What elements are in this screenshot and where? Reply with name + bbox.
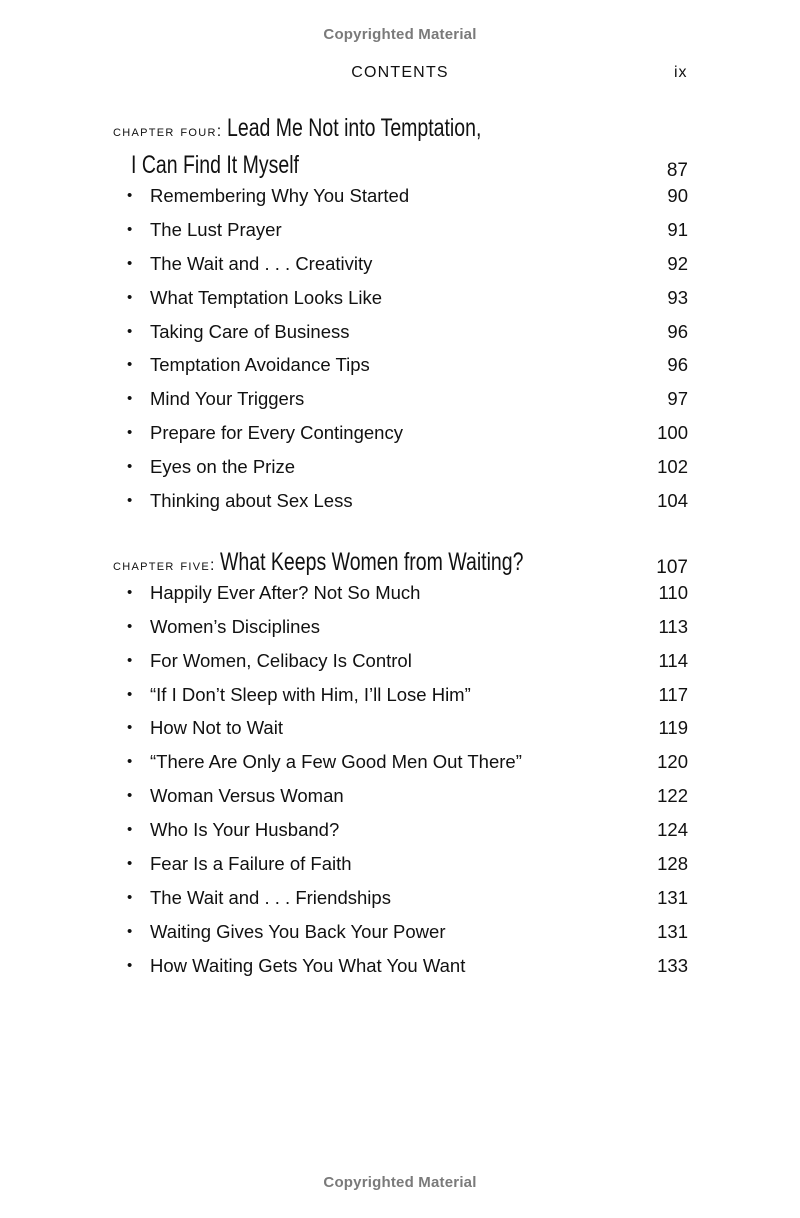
- section-page-number: 113: [658, 615, 688, 637]
- section-title: “There Are Only a Few Good Men Out There”: [150, 751, 522, 773]
- chapter-entry: [113, 544, 688, 988]
- chapter-title-continued: I Can Find It Myself: [131, 151, 299, 179]
- toc-entry: [113, 320, 688, 354]
- bullet-icon: •: [127, 220, 133, 238]
- toc-entry: [113, 784, 688, 818]
- section-title: Fear Is a Failure of Faith: [150, 853, 352, 875]
- section-title: Who Is Your Husband?: [150, 819, 340, 841]
- section-page-number: 114: [658, 649, 688, 671]
- toc-entry: [113, 184, 688, 218]
- section-page-number: 104: [657, 490, 688, 512]
- section-title: Mind Your Triggers: [150, 388, 305, 410]
- bullet-icon: •: [127, 821, 133, 839]
- section-title: Happily Ever After? Not So Much: [150, 581, 421, 603]
- bullet-icon: •: [127, 956, 133, 974]
- section-page-number: 131: [657, 920, 688, 942]
- section-title: Eyes on the Prize: [150, 456, 295, 478]
- section-title: How Waiting Gets You What You Want: [150, 954, 466, 976]
- section-title: Prepare for Every Contingency: [150, 422, 403, 444]
- section-title: “If I Don’t Sleep with Him, I’ll Lose Him”: [150, 683, 471, 705]
- bullet-icon: •: [127, 322, 133, 340]
- chapter-title: Lead Me Not into Temptation,: [226, 114, 482, 142]
- toc-entry: [113, 683, 688, 717]
- section-page-number: 117: [658, 683, 688, 705]
- section-page-number: 110: [658, 581, 688, 603]
- bullet-icon: •: [127, 787, 133, 805]
- toc-entry: [113, 886, 688, 920]
- chapter-title: What Keeps Women from Waiting?: [220, 547, 524, 576]
- bullet-icon: •: [127, 583, 133, 601]
- section-title: How Not to Wait: [150, 717, 283, 739]
- bullet-icon: •: [127, 753, 133, 771]
- bullet-icon: •: [127, 685, 133, 703]
- toc-entry: [113, 954, 688, 988]
- bullet-icon: •: [127, 187, 133, 204]
- bullet-icon: •: [127, 719, 133, 737]
- section-title: The Wait and . . . Creativity: [150, 252, 373, 274]
- section-page-number: 97: [667, 388, 688, 410]
- section-title: Thinking about Sex Less: [150, 490, 353, 512]
- copyright-watermark-top: Copyrighted Material: [323, 26, 477, 43]
- toc-entry: [113, 489, 688, 523]
- section-page-number: 122: [657, 785, 688, 807]
- bullet-icon: •: [127, 288, 133, 306]
- chapter-spacer: [113, 523, 688, 544]
- section-title: Waiting Gives You Back Your Power: [150, 920, 446, 942]
- section-page-number: 96: [667, 320, 688, 342]
- chapter-entry: [113, 110, 688, 523]
- section-title: Taking Care of Business: [150, 320, 350, 342]
- bullet-icon: •: [127, 492, 133, 510]
- chapter-page-number: 107: [656, 556, 688, 578]
- section-page-number: 100: [657, 422, 688, 444]
- toc-entry: [113, 649, 688, 683]
- copyright-watermark-bottom: Copyrighted Material: [323, 1174, 477, 1191]
- toc-entry: [113, 852, 688, 886]
- chapter-heading-line-2: [113, 147, 688, 184]
- section-page-number: 124: [657, 819, 688, 841]
- section-title: The Lust Prayer: [150, 218, 282, 240]
- chapter-heading-line-1: [113, 110, 688, 147]
- chapter-label: chapter five:: [113, 556, 216, 574]
- section-page-number: 119: [658, 717, 688, 739]
- bullet-icon: •: [127, 390, 133, 408]
- table-of-contents: [113, 110, 688, 988]
- toc-entry: [113, 920, 688, 954]
- section-page-number: 133: [657, 954, 688, 976]
- section-page-number: 90: [667, 185, 688, 206]
- section-page-number: 96: [667, 354, 688, 376]
- toc-entry: [113, 750, 688, 784]
- toc-entry: [113, 615, 688, 649]
- section-title: Woman Versus Woman: [150, 785, 344, 807]
- toc-entry: [113, 716, 688, 750]
- section-title: Remembering Why You Started: [150, 185, 410, 206]
- toc-entry: [113, 252, 688, 286]
- bullet-icon: •: [127, 424, 133, 442]
- toc-entry: [113, 286, 688, 320]
- section-page-number: 120: [657, 751, 688, 773]
- toc-entry: [113, 353, 688, 387]
- section-title: Temptation Avoidance Tips: [150, 354, 370, 376]
- section-page-number: 91: [667, 218, 688, 240]
- bullet-icon: •: [127, 356, 133, 374]
- section-title: For Women, Celibacy Is Control: [150, 649, 412, 671]
- bullet-icon: •: [127, 254, 133, 272]
- bullet-icon: •: [127, 855, 133, 873]
- bullet-icon: •: [127, 458, 133, 476]
- bullet-icon: •: [127, 888, 133, 906]
- page-number: ix: [674, 64, 688, 81]
- section-title: What Temptation Looks Like: [150, 286, 383, 308]
- chapter-heading-line-1: [113, 544, 688, 581]
- chapter-page-number: 87: [666, 160, 688, 181]
- section-page-number: 128: [657, 853, 688, 875]
- toc-entry: [113, 218, 688, 252]
- section-page-number: 93: [667, 286, 688, 308]
- running-head: [0, 64, 800, 86]
- toc-entry: [113, 455, 688, 489]
- section-page-number: 131: [657, 886, 688, 908]
- running-head-title: CONTENTS: [351, 64, 449, 81]
- section-title: Women’s Disciplines: [150, 615, 320, 637]
- toc-entry: [113, 581, 688, 615]
- section-page-number: 92: [667, 252, 688, 274]
- bullet-icon: •: [127, 922, 133, 940]
- bullet-icon: •: [127, 651, 133, 669]
- section-title: The Wait and . . . Friendships: [150, 886, 391, 908]
- toc-entry: [113, 387, 688, 421]
- chapter-label: chapter four:: [113, 123, 223, 140]
- bullet-icon: •: [127, 617, 133, 635]
- toc-entry: [113, 818, 688, 852]
- toc-entry: [113, 421, 688, 455]
- section-page-number: 102: [657, 456, 688, 478]
